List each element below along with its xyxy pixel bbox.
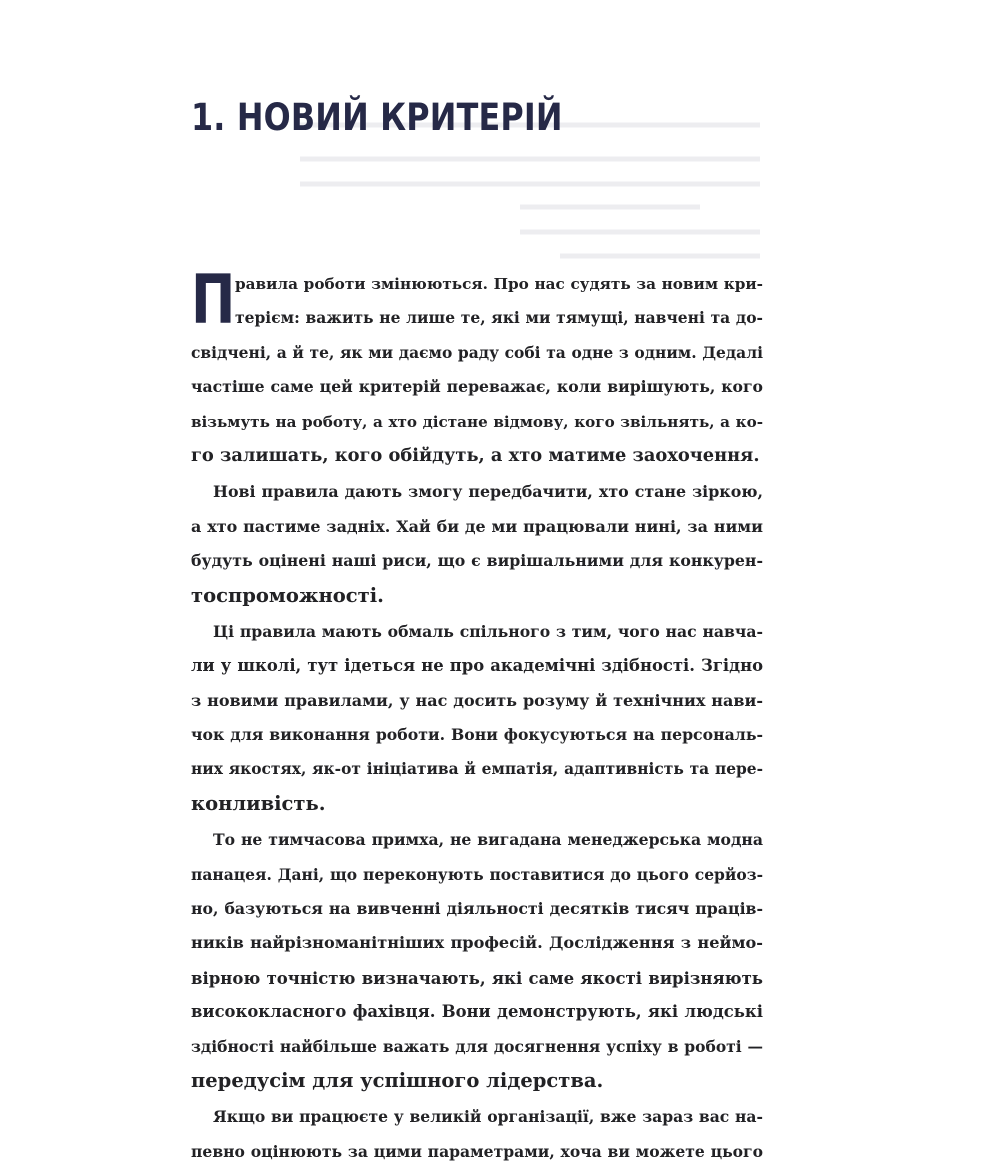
- text-line: ли у школі, тут ідеться не про академічні здібності. Згідно: [191, 656, 763, 676]
- text-line: го залишать, кого обійдуть, а хто матиме заохочення.: [191, 444, 760, 466]
- text-line: певно оцінюють за цими параметрами, хоча ви можете цього: [191, 1141, 763, 1161]
- text-line: висококласного фахівця. Вони демонструють, які людські: [191, 1002, 763, 1022]
- text-line: них якостях, як-от ініціатива й емпатія, адаптивність та пере-: [191, 760, 763, 779]
- text-line: з новими правилами, у нас досить розуму й технічних нави-: [191, 690, 763, 710]
- text-line: свідчені, а й те, як ми даємо раду собі та одне з одним. Дедалі: [191, 342, 763, 362]
- text-line: но, базуються на вивченні діяльності десятків тисяч праців-: [191, 899, 763, 919]
- text-line: Якщо ви працюєте у великій організації, вже зараз вас на-: [213, 1107, 763, 1127]
- text-line: Нові правила дають змогу передбачити, хто стане зіркою,: [213, 482, 763, 502]
- paragraph-4: [191, 823, 763, 1098]
- chapter-title: 1. НОВИЙ КРИТЕРІЙ: [191, 96, 563, 139]
- text-line: ників найрізноманітніших професій. Дослідження з неймо-: [191, 933, 763, 953]
- text-line: панацея. Дані, що переконують поставитися до цього серйоз-: [191, 864, 763, 884]
- paragraph-1: [191, 261, 763, 473]
- text-line: візьмуть на роботу, а хто дістане відмову, кого звільнять, а ко-: [191, 412, 763, 431]
- paragraph-2: [191, 475, 763, 613]
- text-line: терієм: важить не лише те, які ми тямущі, навчені та до-: [235, 308, 763, 328]
- text-line: Ці правила мають обмаль спільного з тим, чого нас навча-: [213, 621, 763, 641]
- text-line: будуть оцінені наші риси, що є вирішальними для конкурен-: [191, 551, 763, 571]
- text-line: частіше саме цей критерій переважає, коли вирішують, кого: [191, 377, 763, 397]
- text-line: чок для виконання роботи. Вони фокусуються на персональ-: [191, 725, 763, 745]
- paragraph-3: [191, 615, 763, 821]
- text-line: конливість.: [191, 791, 326, 815]
- text-line: здібності найбільше важать для досягнення успіху в роботі —: [191, 1036, 763, 1056]
- drop-cap: П: [191, 261, 236, 340]
- text-line: То не тимчасова примха, не вигадана менеджерська модна: [213, 830, 763, 850]
- text-line: передусім для успішного лідерства.: [191, 1068, 604, 1092]
- text-line: вірною точністю визначають, які саме якості вирізняють: [191, 967, 763, 988]
- body-text: [191, 261, 763, 1169]
- paragraph-5: [191, 1100, 763, 1169]
- text-line: тоспроможності.: [191, 583, 384, 607]
- text-line: а хто пастиме задніх. Хай би де ми працювали нині, за ними: [191, 516, 763, 536]
- drop-cap-row: [191, 261, 763, 340]
- text-line: равила роботи змінюються. Про нас судять за новим кри-: [235, 275, 763, 293]
